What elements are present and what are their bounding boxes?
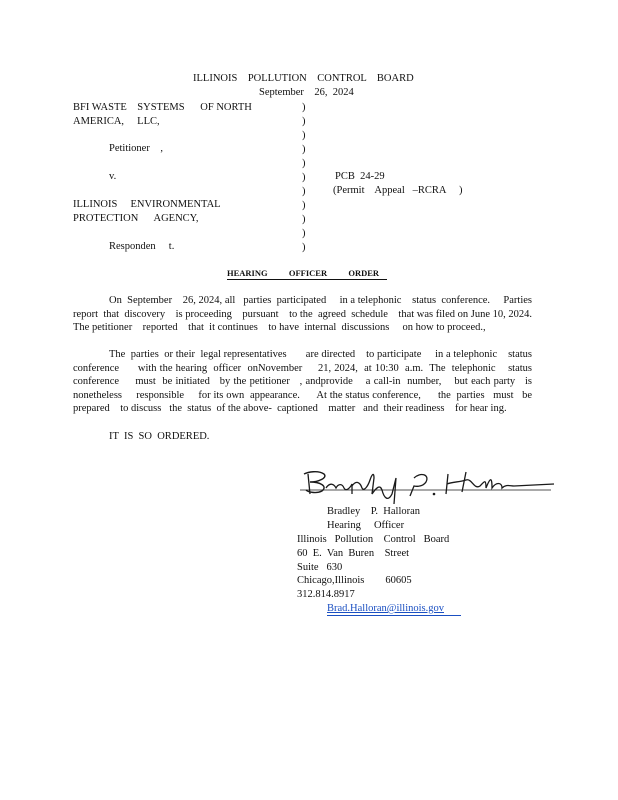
paragraph-status: On September 26, 2024, all parties participated in a telephonic status conference. Parties report that discovery is proceeding pursuant to the agreed schedule that was filed on June 10, 2024. The petitioner reported that it continues to have internal discussions on how to proceed., bbox=[73, 295, 535, 334]
respondent-name-line1: ILLINOIS ENVIRONMENTAL bbox=[73, 199, 221, 210]
case-type: (Permit Appeal –RCRA ) bbox=[333, 185, 463, 196]
caption-separator: ) bbox=[302, 172, 306, 183]
signer-phone: 312.814.8917 bbox=[297, 589, 355, 600]
order-date: September 26, 2024 bbox=[259, 87, 354, 98]
caption-separator: ) bbox=[302, 200, 306, 211]
signature-image bbox=[296, 464, 558, 508]
caption-separator: ) bbox=[302, 102, 306, 113]
caption-separator: ) bbox=[302, 144, 306, 155]
signer-city: Chicago,Illinois 60605 bbox=[297, 575, 412, 586]
board-name: ILLINOIS POLLUTION CONTROL BOARD bbox=[193, 73, 414, 84]
so-ordered: IT IS SO ORDERED. bbox=[109, 431, 210, 442]
paragraph-directive: The parties or their legal representatives are directed to participate in a telephonic status conference with the hearing officer onNovember 21, 2024, at 10:30 a.m. The telephonic status conference must be initiated by the petitioner , andprovide a call-in number, but each party is nonetheless responsible for its own appearance. At the status conference, the parties must be prepared to discuss the status of the above- captioned matter and their readiness for hear ing. bbox=[73, 349, 535, 415]
signer-name: Bradley P. Halloran bbox=[327, 506, 421, 517]
signer-suite: Suite 630 bbox=[297, 562, 343, 573]
signer-organization: Illinois Pollution Control Board bbox=[297, 534, 450, 545]
caption-separator: ) bbox=[302, 130, 306, 141]
petitioner-name-line1: BFI WASTE SYSTEMS OF NORTH bbox=[73, 102, 252, 113]
case-number: PCB 24-29 bbox=[335, 171, 385, 182]
email-link-underline bbox=[327, 615, 461, 616]
caption-separator: ) bbox=[302, 242, 306, 253]
respondent-name-line2: PROTECTION AGENCY, bbox=[73, 213, 199, 224]
signer-title: Hearing Officer bbox=[327, 520, 405, 531]
caption-separator: ) bbox=[302, 228, 306, 239]
caption-separator: ) bbox=[302, 214, 306, 225]
caption-separator: ) bbox=[302, 158, 306, 169]
versus: v. bbox=[109, 171, 117, 182]
signer-street: 60 E. Van Buren Street bbox=[297, 548, 410, 559]
caption-separator: ) bbox=[302, 186, 306, 197]
caption-separator: ) bbox=[302, 116, 306, 127]
respondent-role: Responden t. bbox=[109, 241, 175, 252]
petitioner-name-line2: AMERICA, LLC, bbox=[73, 116, 160, 127]
order-title: HEARING OFFICER ORDER bbox=[227, 268, 380, 278]
order-title-underline bbox=[227, 279, 387, 280]
signer-email-link[interactable]: Brad.Halloran@illinois.gov bbox=[327, 603, 444, 614]
petitioner-role: Petitioner , bbox=[109, 143, 163, 154]
